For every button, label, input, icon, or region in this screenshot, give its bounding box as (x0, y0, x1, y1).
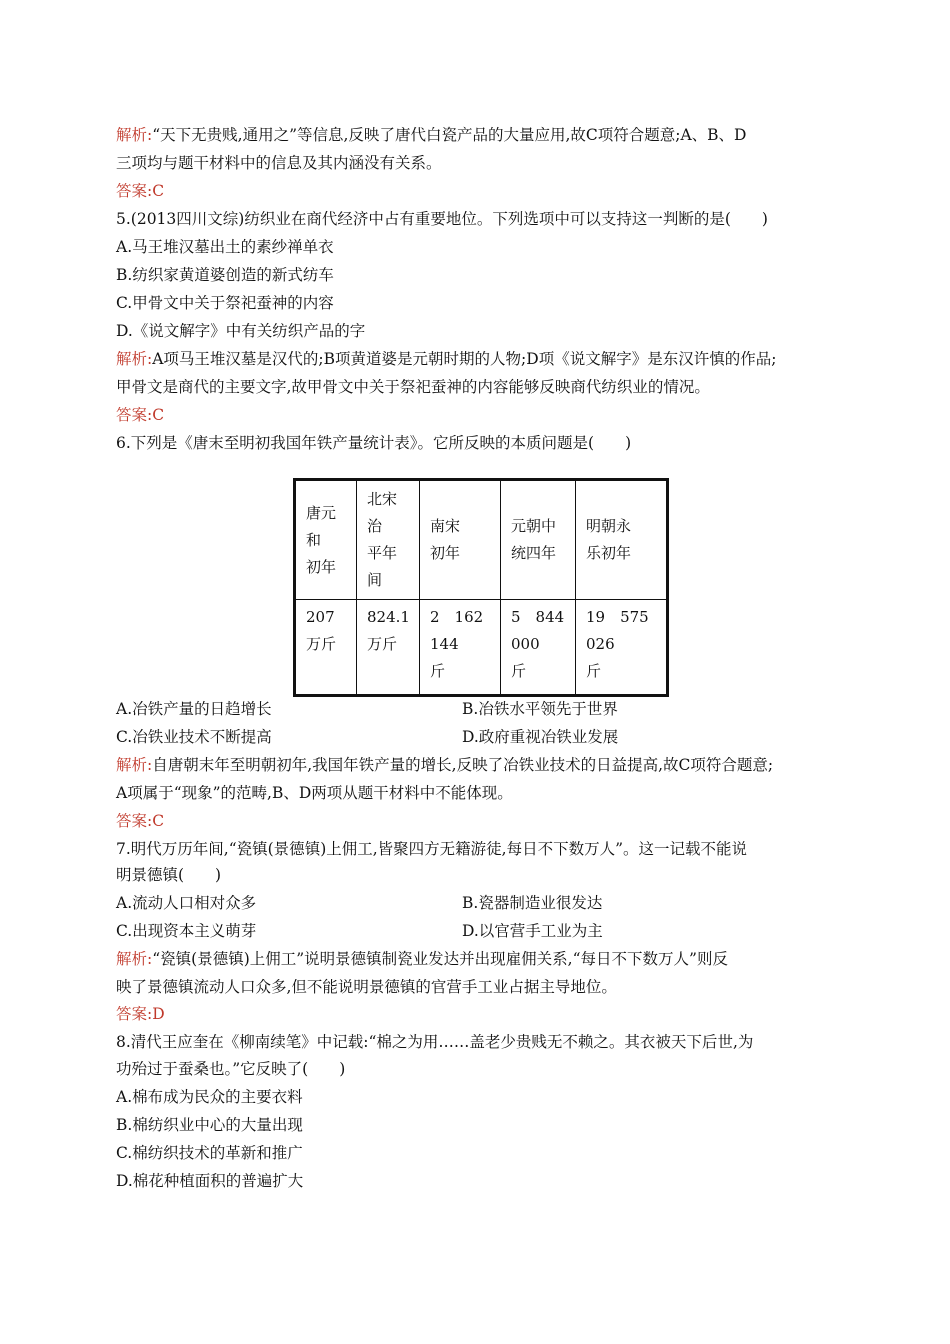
value-cell: 5 844 000 斤 (501, 600, 576, 696)
q7-options-row2 (116, 920, 603, 942)
q8-option-d: D.棉花种植面积的普遍扩大 (116, 1172, 304, 1190)
q5-stem: 5.(2013四川文综)纺织业在商代经济中占有重要地位。下列选项中可以支持这一判断的是( ) (116, 210, 768, 228)
q6-option-a: A.冶铁产量的日趋增长 (116, 700, 272, 718)
q5-option-c: C.甲骨文中关于祭祀蚕神的内容 (116, 294, 334, 312)
q5-analysis-line1: 解析:A项马王堆汉墓是汉代的;B项黄道婆是元朝时期的人物;D项《说文解字》是东汉许慎的作品; (116, 350, 777, 368)
header-cell: 明朝永 乐初年 (576, 480, 668, 600)
q7-stem-line2: 明景德镇( ) (116, 866, 222, 884)
q6-stem: 6.下列是《唐末至明初我国年铁产量统计表》。它所反映的本质问题是( ) (116, 434, 632, 452)
table-header-row (295, 480, 668, 600)
analysis-label: 解析: (116, 756, 153, 774)
header-cell: 唐元 和 初年 (295, 480, 357, 600)
q5-answer: 答案:C (116, 406, 165, 424)
q5-option-b: B.纺织家黄道婆创造的新式纺车 (116, 266, 334, 284)
q7-option-c: C.出现资本主义萌芽 (116, 922, 257, 940)
q6-option-b: B.冶铁水平领先于世界 (462, 700, 618, 718)
q7-answer: 答案:D (116, 1005, 165, 1023)
q7-option-a: A.流动人口相对众多 (116, 894, 257, 912)
analysis-label: 解析: (116, 950, 153, 968)
value-cell: 824.1 万斤 (357, 600, 420, 696)
value-cell: 2 162 144 斤 (420, 600, 501, 696)
header-cell: 北宋 治 平年 间 (357, 480, 420, 600)
header-cell: 南宋 初年 (420, 480, 501, 600)
analysis-label: 解析: (116, 126, 153, 144)
analysis-label: 解析: (116, 350, 153, 368)
value-cell: 207 万斤 (295, 600, 357, 696)
q8-option-a: A.棉布成为民众的主要衣料 (116, 1088, 303, 1106)
q7-analysis-line2: 映了景德镇流动人口众多,但不能说明景德镇的官营手工业占据主导地位。 (116, 978, 617, 996)
q5-analysis-line2: 甲骨文是商代的主要文字,故甲骨文中关于祭祀蚕神的内容能够反映商代纺织业的情况。 (116, 378, 710, 396)
q7-options-row1 (116, 892, 603, 914)
q7-analysis-line1: 解析:“瓷镇(景德镇)上佣工”说明景德镇制瓷业发达并出现雇佣关系,“每日不下数万人”则反 (116, 950, 728, 968)
q8-option-b: B.棉纺织业中心的大量出现 (116, 1116, 303, 1134)
header-cell: 元朝中 统四年 (501, 480, 576, 600)
q6-analysis-line1: 解析:自唐朝末年至明朝初年,我国年铁产量的增长,反映了冶铁业技术的日益提高,故C项符合题意; (116, 756, 774, 774)
q6-options-row1 (116, 698, 618, 720)
q8-stem-line1: 8.清代王应奎在《柳南续笔》中记载:“棉之为用……盖老少贵贱无不赖之。其衣被天下后世,为 (116, 1033, 754, 1051)
iron-output-table (293, 478, 669, 697)
q5-option-a: A.马王堆汉墓出土的素纱禅单衣 (116, 238, 334, 256)
q4-analysis-line1: 解析:“天下无贵贱,通用之”等信息,反映了唐代白瓷产品的大量应用,故C项符合题意;A、B、D (116, 126, 747, 144)
q4-analysis-line2: 三项均与题干材料中的信息及其内涵没有关系。 (116, 154, 442, 172)
q6-option-d: D.政府重视冶铁业发展 (462, 728, 619, 746)
value-cell: 19 575 026 斤 (576, 600, 668, 696)
q4-answer: 答案:C (116, 182, 165, 200)
q5-option-d: D.《说文解字》中有关纺织产品的字 (116, 322, 366, 340)
q7-option-d: D.以官营手工业为主 (462, 922, 603, 940)
q8-option-c: C.棉纺织技术的革新和推广 (116, 1144, 303, 1162)
q6-option-c: C.冶铁业技术不断提高 (116, 728, 272, 746)
q6-analysis-line2: A项属于“现象”的范畴,B、D两项从题干材料中不能体现。 (116, 784, 513, 802)
q6-answer: 答案:C (116, 812, 165, 830)
q8-stem-line2: 功殆过于蚕桑也。”它反映了( ) (116, 1060, 346, 1078)
q7-option-b: B.瓷器制造业很发达 (462, 894, 603, 912)
q6-options-row2 (116, 726, 619, 748)
table-value-row (295, 600, 668, 696)
q7-stem-line1: 7.明代万历年间,“瓷镇(景德镇)上佣工,皆聚四方无籍游徒,每日不下数万人”。这一记载不能说 (116, 840, 748, 858)
